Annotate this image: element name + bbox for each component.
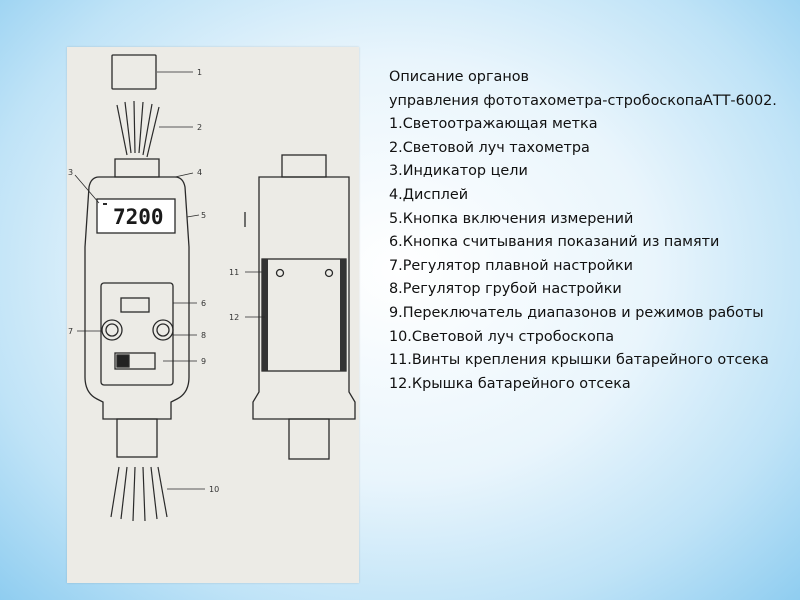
description-line: 5.Кнопка включения измерений — [389, 210, 634, 227]
callout-2: 2 — [197, 123, 203, 132]
fine-adjust-knob[interactable] — [102, 320, 122, 340]
tachometer-front-view — [85, 159, 189, 419]
device-diagram-panel — [67, 47, 359, 583]
controls-description — [389, 66, 784, 396]
cover-screw-left — [277, 270, 284, 277]
callout-9: 9 — [201, 357, 207, 366]
callout-11: 11 — [229, 268, 240, 277]
leader-lines — [75, 72, 265, 489]
battery-cover — [262, 259, 346, 371]
callout-3: 3 — [68, 168, 74, 177]
tachometer-beam — [117, 101, 159, 157]
description-line: 3.Индикатор цели — [389, 163, 528, 180]
callout-10: 10 — [209, 485, 220, 494]
callout-5: 5 — [201, 211, 207, 220]
callout-4: 4 — [197, 168, 203, 177]
description-line: 2.Световой луч тахометра — [389, 139, 590, 156]
callout-12: 12 — [229, 313, 240, 322]
device-diagram — [67, 47, 359, 583]
description-line: 11.Винты крепления крышки батарейного отсека — [389, 352, 769, 369]
memory-button[interactable] — [121, 298, 149, 312]
description-line: 6.Кнопка считывания показаний из памяти — [389, 234, 720, 251]
display-reading: 7200 — [113, 205, 164, 229]
description-line: 7.Регулятор плавной настройки — [389, 257, 633, 274]
description-line: Описание органов — [389, 69, 530, 85]
description-line: 4.Дисплей — [389, 186, 469, 203]
coarse-adjust-knob[interactable] — [153, 320, 173, 340]
description-line: 1.Светоотражающая метка — [389, 116, 598, 133]
description-line: 9.Переключатель диапазонов и режимов работы — [389, 304, 764, 321]
tachometer-back-view — [245, 155, 355, 459]
description-line: 12.Крышка батарейного отсека — [389, 375, 631, 392]
description-line: управления фототахометра-стробоскопаАТТ-6002. — [389, 92, 777, 109]
description-line: 8.Регулятор грубой настройки — [389, 281, 622, 298]
description-line: 10.Световой луч стробоскопа — [389, 328, 615, 345]
reflective-mark — [112, 55, 156, 89]
stroboscope-beam — [111, 467, 167, 521]
callout-8: 8 — [201, 331, 207, 340]
callout-1: 1 — [197, 68, 203, 77]
callout-7: 7 — [68, 327, 74, 336]
callout-6: 6 — [201, 299, 207, 308]
cover-screw-right — [326, 270, 333, 277]
